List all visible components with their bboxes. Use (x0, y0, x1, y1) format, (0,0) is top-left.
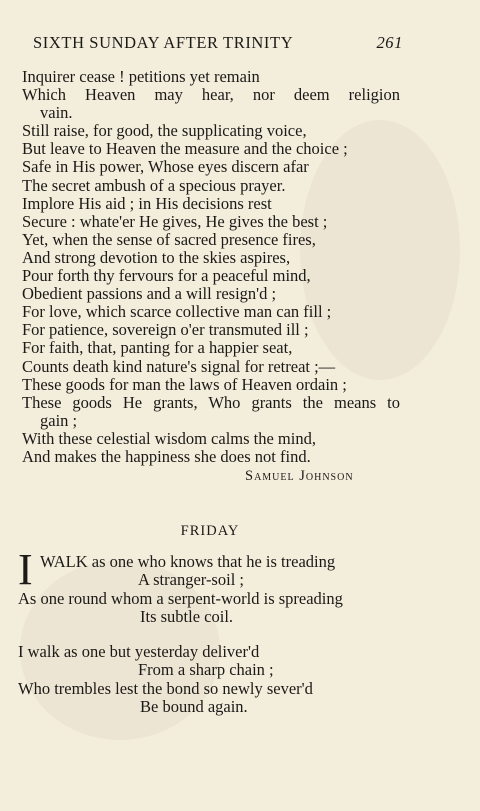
poem-johnson (22, 68, 422, 466)
poem-line: These goods He grants, Who grants the means to (22, 392, 400, 412)
poem-line: A stranger-soil ; (138, 570, 244, 590)
poem-line: Implore His aid ; in His decisions rest (22, 193, 272, 213)
poem-line: Counts death kind nature's signal for retreat ;— (22, 356, 336, 376)
stanza-gap (18, 626, 438, 643)
poem-line: Obedient passions and a will resign'd ; (22, 284, 277, 304)
drop-cap: I (18, 545, 33, 594)
poem-line: And makes the happiness she does not find. (22, 446, 311, 466)
poem-line: WALK as one who knows that he is treading (40, 552, 336, 571)
poem-line: Be bound again. (140, 697, 248, 717)
poem-line: Yet, when the sense of sacred presence fires, (22, 229, 316, 249)
poem-line: For faith, that, panting for a happier seat, (22, 338, 293, 358)
running-title: SIXTH SUNDAY AFTER TRINITY (33, 33, 294, 52)
poem-line: gain ; (40, 410, 78, 430)
poem-friday (18, 545, 438, 717)
poem-attribution: Samuel Johnson (245, 468, 354, 484)
poem-line: As one round whom a serpent-world is spreading (18, 588, 343, 608)
poem-line: The secret ambush of a specious prayer. (22, 175, 286, 195)
poem-line: With these celestial wisdom calms the mind, (22, 428, 316, 448)
poem-line: I walk as one but yesterday deliver'd (18, 642, 260, 662)
poem-line: Inquirer cease ! petitions yet remain (22, 67, 260, 86)
poem-line: For love, which scarce collective man can fill ; (22, 302, 332, 322)
poem-line: Its subtle coil. (140, 606, 234, 626)
poem-line: Who trembles lest the bond so newly sever'd (18, 678, 313, 698)
poem-line: Secure : whate'er He gives, He gives the best ; (22, 211, 328, 231)
page-number: 261 (376, 33, 403, 52)
poem-line: Safe in His power, Whose eyes discern afar (22, 157, 309, 177)
poem-line: Still raise, for good, the supplicating voice, (22, 121, 307, 141)
poem-line: From a sharp chain ; (138, 660, 274, 680)
section-title: FRIDAY (180, 523, 240, 539)
poem-line: Which Heaven may hear, nor deem religion (22, 85, 400, 105)
poem-line: But leave to Heaven the measure and the choice ; (22, 139, 348, 159)
poem-line: vain. (40, 103, 73, 123)
poem-line: For patience, sovereign o'er transmuted ill ; (22, 320, 309, 340)
poem-line: Pour forth thy fervours for a peaceful mind, (22, 266, 311, 286)
poem-line: And strong devotion to the skies aspires, (22, 247, 291, 267)
poem-line: These goods for man the laws of Heaven ordain ; (22, 374, 347, 394)
